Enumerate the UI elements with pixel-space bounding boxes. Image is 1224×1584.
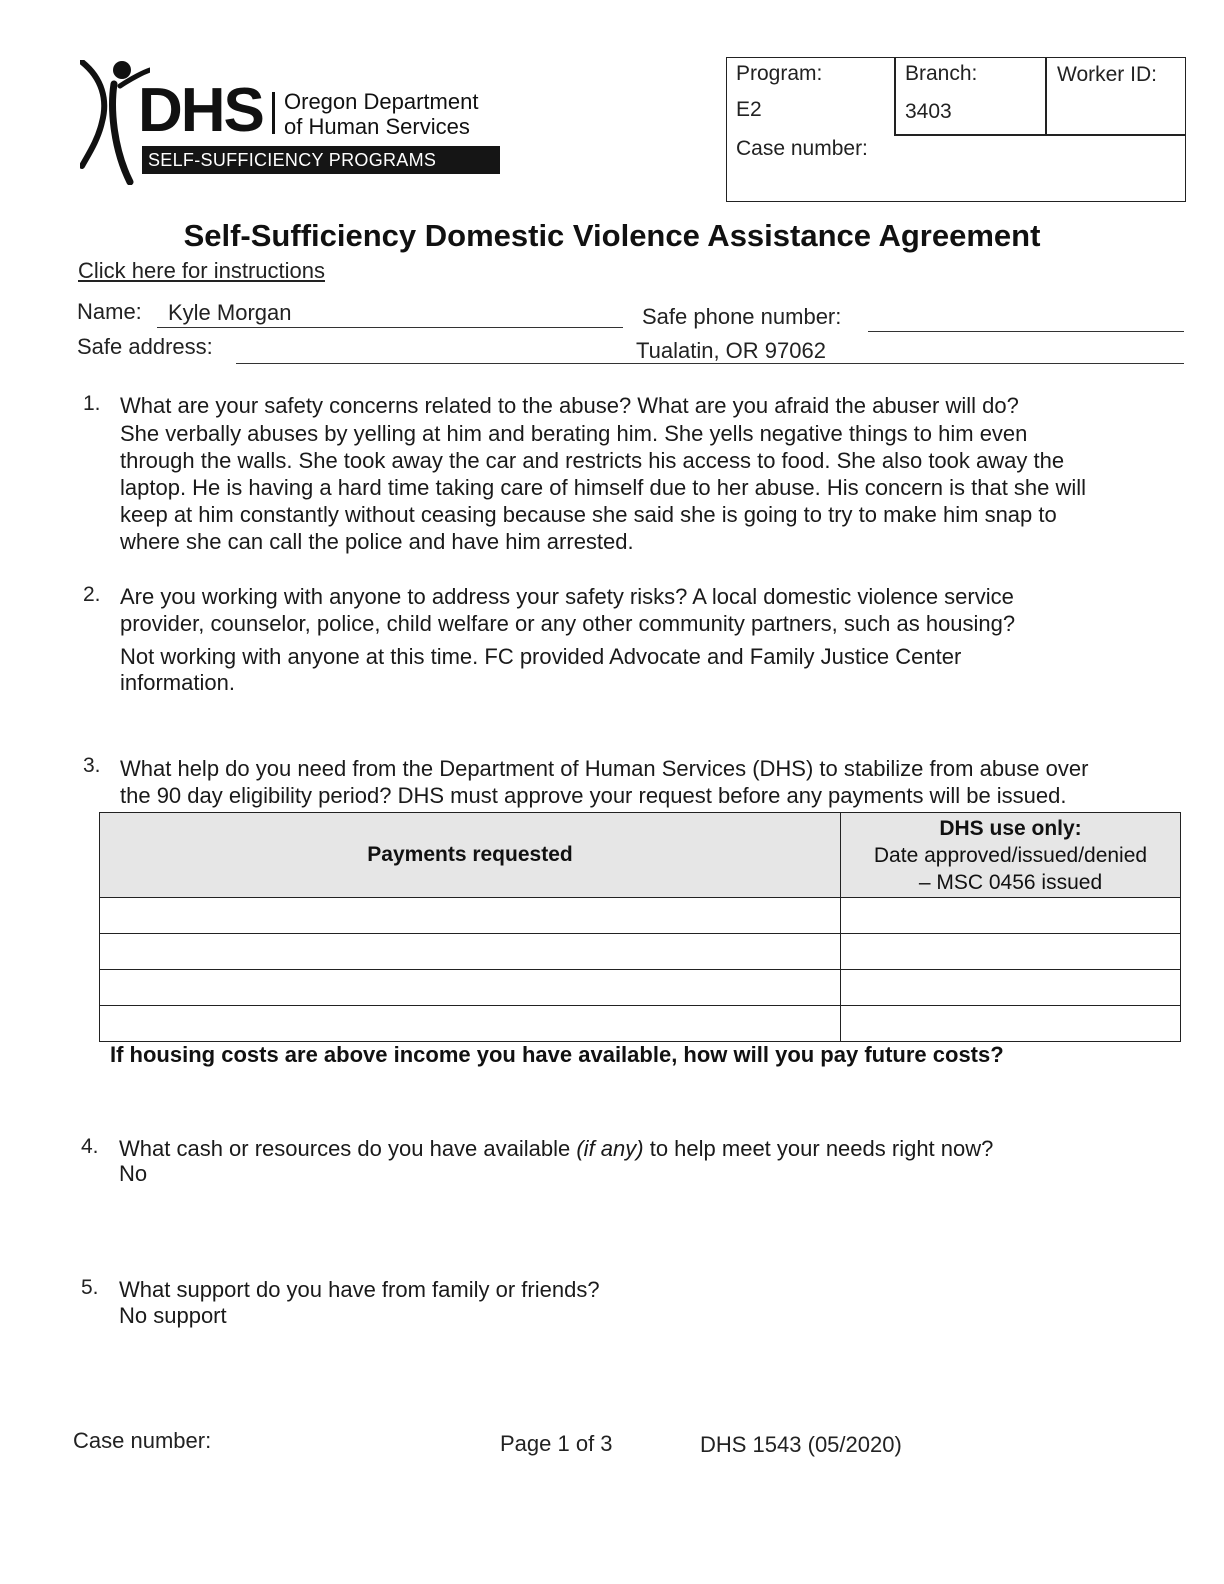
- question-1-answer-line[interactable]: keep at him constantly without ceasing because she said she is going to try to make him snap to: [120, 502, 1057, 527]
- question-5-answer[interactable]: No support: [119, 1303, 227, 1328]
- dhs-use-only-line3: – MSC 0456 issued: [918, 870, 1103, 894]
- question-3-number: 3.: [83, 754, 101, 777]
- question-1-answer-line[interactable]: where she can call the police and have him arrested.: [120, 529, 634, 554]
- dhs-date-cell[interactable]: [841, 934, 1181, 970]
- form-title: Self-Sufficiency Domestic Violence Assistance Agreement: [183, 218, 1041, 253]
- question-4-number: 4.: [81, 1135, 99, 1158]
- question-1-answer-line[interactable]: laptop. He is having a hard time taking care of himself due to her abuse. His concern is that she will: [120, 475, 1087, 500]
- box-divider: [894, 134, 1186, 136]
- dhs-use-only-title: DHS use only:: [939, 816, 1082, 840]
- safe-address-value[interactable]: Tualatin, OR 97062: [636, 338, 826, 363]
- table-row: [100, 934, 1181, 970]
- question-1-text: What are your safety concerns related to the abuse? What are you afraid the abuser will do?: [120, 393, 1019, 418]
- payment-request-cell[interactable]: [100, 1006, 841, 1042]
- question-1-answer-line[interactable]: She verbally abuses by yelling at him and berating him. She yells negative things to him even: [120, 421, 1028, 446]
- dhs-date-cell[interactable]: [841, 1006, 1181, 1042]
- table-row: [100, 970, 1181, 1006]
- name-value[interactable]: Kyle Morgan: [168, 300, 292, 325]
- dhs-use-only-header: [841, 813, 1181, 898]
- table-row: [100, 898, 1181, 934]
- payments-requested-header: Payments requested: [100, 813, 841, 898]
- dhs-date-cell[interactable]: [841, 898, 1181, 934]
- question-3-text: the 90 day eligibility period? DHS must approve your request before any payments will be issued.: [120, 783, 1067, 808]
- footer-case-number-label: Case number:: [73, 1428, 212, 1453]
- question-2-answer-line[interactable]: Not working with anyone at this time. FC provided Advocate and Family Justice Center: [120, 644, 962, 669]
- question-1-number: 1.: [83, 392, 101, 415]
- safe-address-underline: [236, 363, 1184, 364]
- box-divider: [894, 57, 896, 135]
- logo-divider: [272, 92, 275, 134]
- box-divider: [1045, 57, 1047, 135]
- dhs-date-cell[interactable]: [841, 970, 1181, 1006]
- payment-request-cell[interactable]: [100, 898, 841, 934]
- program-label: Program:: [736, 62, 823, 85]
- question-2-text: provider, counselor, police, child welfare or any other community partners, such as housing?: [120, 611, 1016, 636]
- instructions-link[interactable]: Click here for instructions: [78, 258, 325, 283]
- question-5-number: 5.: [81, 1276, 99, 1299]
- case-number-label: Case number:: [736, 137, 868, 160]
- safe-phone-label: Safe phone number:: [642, 304, 842, 329]
- org-name-line2: of Human Services: [284, 114, 470, 139]
- name-underline: [157, 327, 623, 328]
- name-label: Name:: [77, 299, 142, 324]
- safe-address-label: Safe address:: [77, 334, 213, 359]
- form-id: DHS 1543 (05/2020): [700, 1432, 902, 1457]
- worker-id-label: Worker ID:: [1057, 63, 1157, 86]
- question-3-text: What help do you need from the Department of Human Services (DHS) to stabilize from abuse over: [120, 756, 1089, 781]
- safe-phone-field[interactable]: [868, 331, 1184, 332]
- payments-table: [99, 812, 1181, 1042]
- payment-request-cell[interactable]: [100, 970, 841, 1006]
- housing-costs-question: If housing costs are above income you have available, how will you pay future costs?: [110, 1042, 1004, 1067]
- question-1-answer-line[interactable]: through the walls. She took away the car and restricts his access to food. She also took away the: [120, 448, 1065, 473]
- program-band: SELF-SUFFICIENCY PROGRAMS: [142, 146, 500, 174]
- question-5-text: What support do you have from family or friends?: [119, 1277, 600, 1302]
- org-name-line1: Oregon Department: [284, 89, 479, 114]
- question-4-answer[interactable]: No: [119, 1161, 148, 1186]
- payment-request-cell[interactable]: [100, 934, 841, 970]
- question-4-text-after: to help meet your needs right now?: [643, 1136, 994, 1161]
- question-2-number: 2.: [83, 583, 101, 606]
- question-2-text: Are you working with anyone to address your safety risks? A local domestic violence service: [120, 584, 1014, 609]
- question-4-text: [119, 1135, 993, 1162]
- question-2-answer-line[interactable]: information.: [120, 670, 235, 695]
- branch-label: Branch:: [905, 62, 978, 85]
- program-value[interactable]: E2: [736, 98, 762, 121]
- dhs-use-only-line2: Date approved/issued/denied: [873, 843, 1148, 867]
- branch-value[interactable]: 3403: [905, 100, 952, 123]
- table-row: [100, 1006, 1181, 1042]
- question-4-text-italic: (if any): [576, 1136, 644, 1161]
- dhs-logo-text: DHS: [138, 76, 263, 145]
- page-number: Page 1 of 3: [500, 1431, 613, 1456]
- question-4-text-before: What cash or resources do you have available: [119, 1136, 577, 1161]
